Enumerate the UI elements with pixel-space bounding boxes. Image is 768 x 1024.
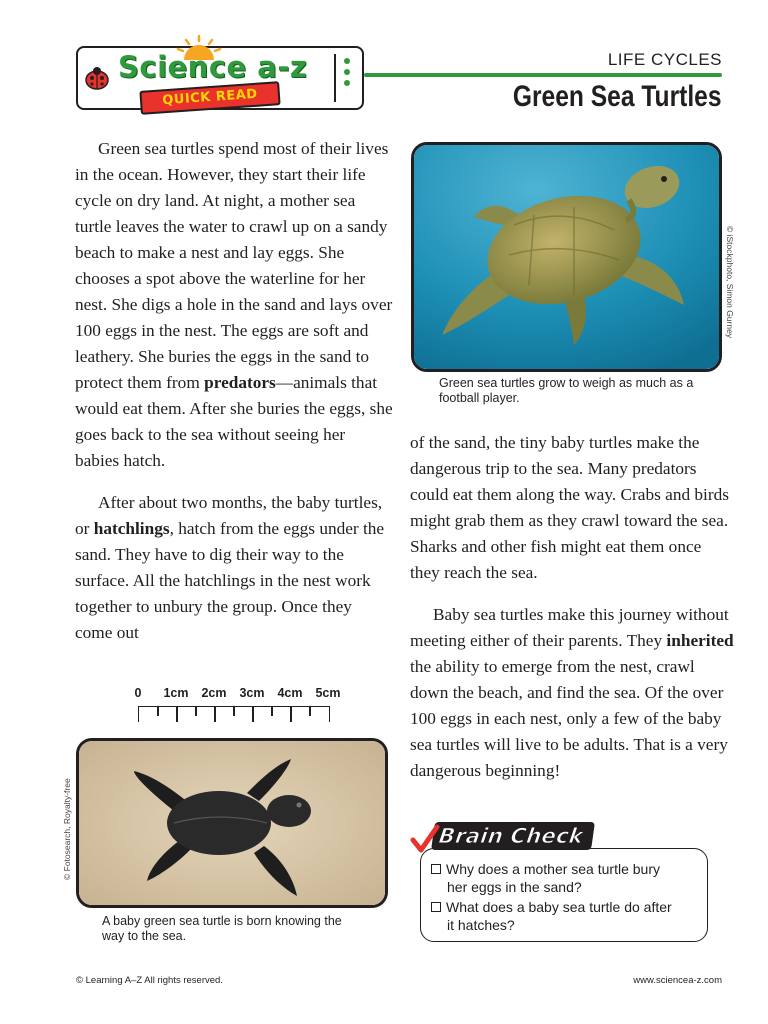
ruler-tick (195, 706, 197, 716)
question-2-line-1: What does a baby sea turtle do after (446, 899, 672, 915)
photo-adult-turtle (411, 142, 722, 372)
paragraph-3 (410, 602, 734, 784)
cm-ruler (134, 686, 341, 726)
ruler-tick (233, 706, 235, 716)
article-column-right (410, 430, 734, 800)
photo-credit-top: © iStockphoto, Simon Gurney (725, 226, 735, 339)
paragraph-1-text: Green sea turtles spend most of their lives in the ocean. However, they start their life cycle on dry land. At night, a mother sea turtle leaves the water to crawl up on a sandy beach to make a nest and lay eggs. She chooses a spot above the waterline for her nest. She digs a hole in the sand and lays over 100 eggs in the nest. The eggs are soft and leathery. She buries the eggs in the sand to protect them from (75, 139, 393, 392)
logo-divider (334, 54, 336, 102)
brain-check-question-2 (431, 898, 701, 934)
ruler-label: 2cm (201, 686, 227, 700)
checkbox-icon[interactable] (431, 864, 441, 874)
logo-dots (344, 58, 350, 91)
quick-read-band: QUICK READ (139, 81, 280, 115)
paragraph-2 (75, 490, 393, 646)
photo-hatchling (76, 738, 388, 908)
copyright-notice: © Learning A–Z All rights reserved. (76, 975, 223, 986)
term-predators: predators (204, 373, 276, 392)
ladybug-icon (84, 66, 110, 90)
checkbox-icon[interactable] (431, 902, 441, 912)
logo-wordmark: Science a-z (118, 50, 308, 84)
paragraph-2-rest: , hatch from the eggs under the sand. They have to dig their way to the surface. All the hatchlings in the nest work together to unbury the group. Once they come out (75, 519, 385, 642)
article-column-left (75, 136, 393, 662)
ruler-label: 3cm (239, 686, 265, 700)
section-label: LIFE CYCLES (607, 50, 722, 69)
hatchling-image (79, 741, 385, 905)
question-1-line-1: Why does a mother sea turtle bury (446, 861, 660, 877)
ruler-tick (309, 706, 311, 716)
question-1-line-2: her eggs in the sand? (447, 879, 582, 895)
paragraph-2-continued: of the sand, the tiny baby turtles make the dangerous trip to the sea. Many predators could eat them along the way. Crabs and birds might grab them as they crawl toward the sea. Sharks and other fish might eat them once they reach the sea. (410, 433, 729, 582)
paragraph-1 (75, 136, 393, 474)
ruler-label: 1cm (163, 686, 189, 700)
question-2-line-2: it hatches? (447, 917, 515, 933)
ruler-tick (271, 706, 273, 716)
ruler-tick (214, 706, 216, 722)
ruler-tick (176, 706, 178, 722)
ruler-tick (157, 706, 159, 716)
caption-hatchling: A baby green sea turtle is born knowing the way to the sea. (102, 914, 342, 943)
caption-adult-turtle: Green sea turtles grow to weigh as much as a football player. (439, 376, 694, 405)
term-hatchlings: hatchlings (93, 519, 170, 538)
paragraph-1-rest: —animals that would eat them. After she buries the eggs, she goes back to the sea without seeing her babies hatch. (75, 373, 393, 470)
website-link[interactable]: www.sciencea-z.com (633, 975, 722, 986)
ruler-label: 0 (134, 686, 142, 700)
ruler-label: 4cm (277, 686, 303, 700)
term-inherited: inherited (666, 631, 734, 650)
header-rule (364, 73, 722, 77)
adult-turtle-image (414, 145, 719, 369)
paragraph-3-rest: the ability to emerge from the nest, crawl down the beach, and find the sea. Of the over 100 eggs in each nest, only a few of the baby sea turtles will live to be adults. That is a very dangerous beginning! (410, 657, 728, 780)
ruler-tick (290, 706, 292, 722)
brain-check-title: Brain Check (431, 822, 595, 850)
paragraph-2-text: After about two months, the baby turtles, or (75, 493, 383, 538)
paragraph-3-text: Baby sea turtles make this journey without meeting either of their parents. They (410, 605, 729, 650)
ruler-label: 5cm (315, 686, 341, 700)
ruler-tick (252, 706, 254, 722)
brain-check-question-1 (431, 860, 701, 896)
checkmark-icon (410, 824, 440, 854)
page-title: Green Sea Turtles (513, 80, 722, 113)
science-az-logo (76, 46, 364, 110)
photo-credit-bottom: © Fotosearch, Royalty-free (62, 778, 72, 880)
